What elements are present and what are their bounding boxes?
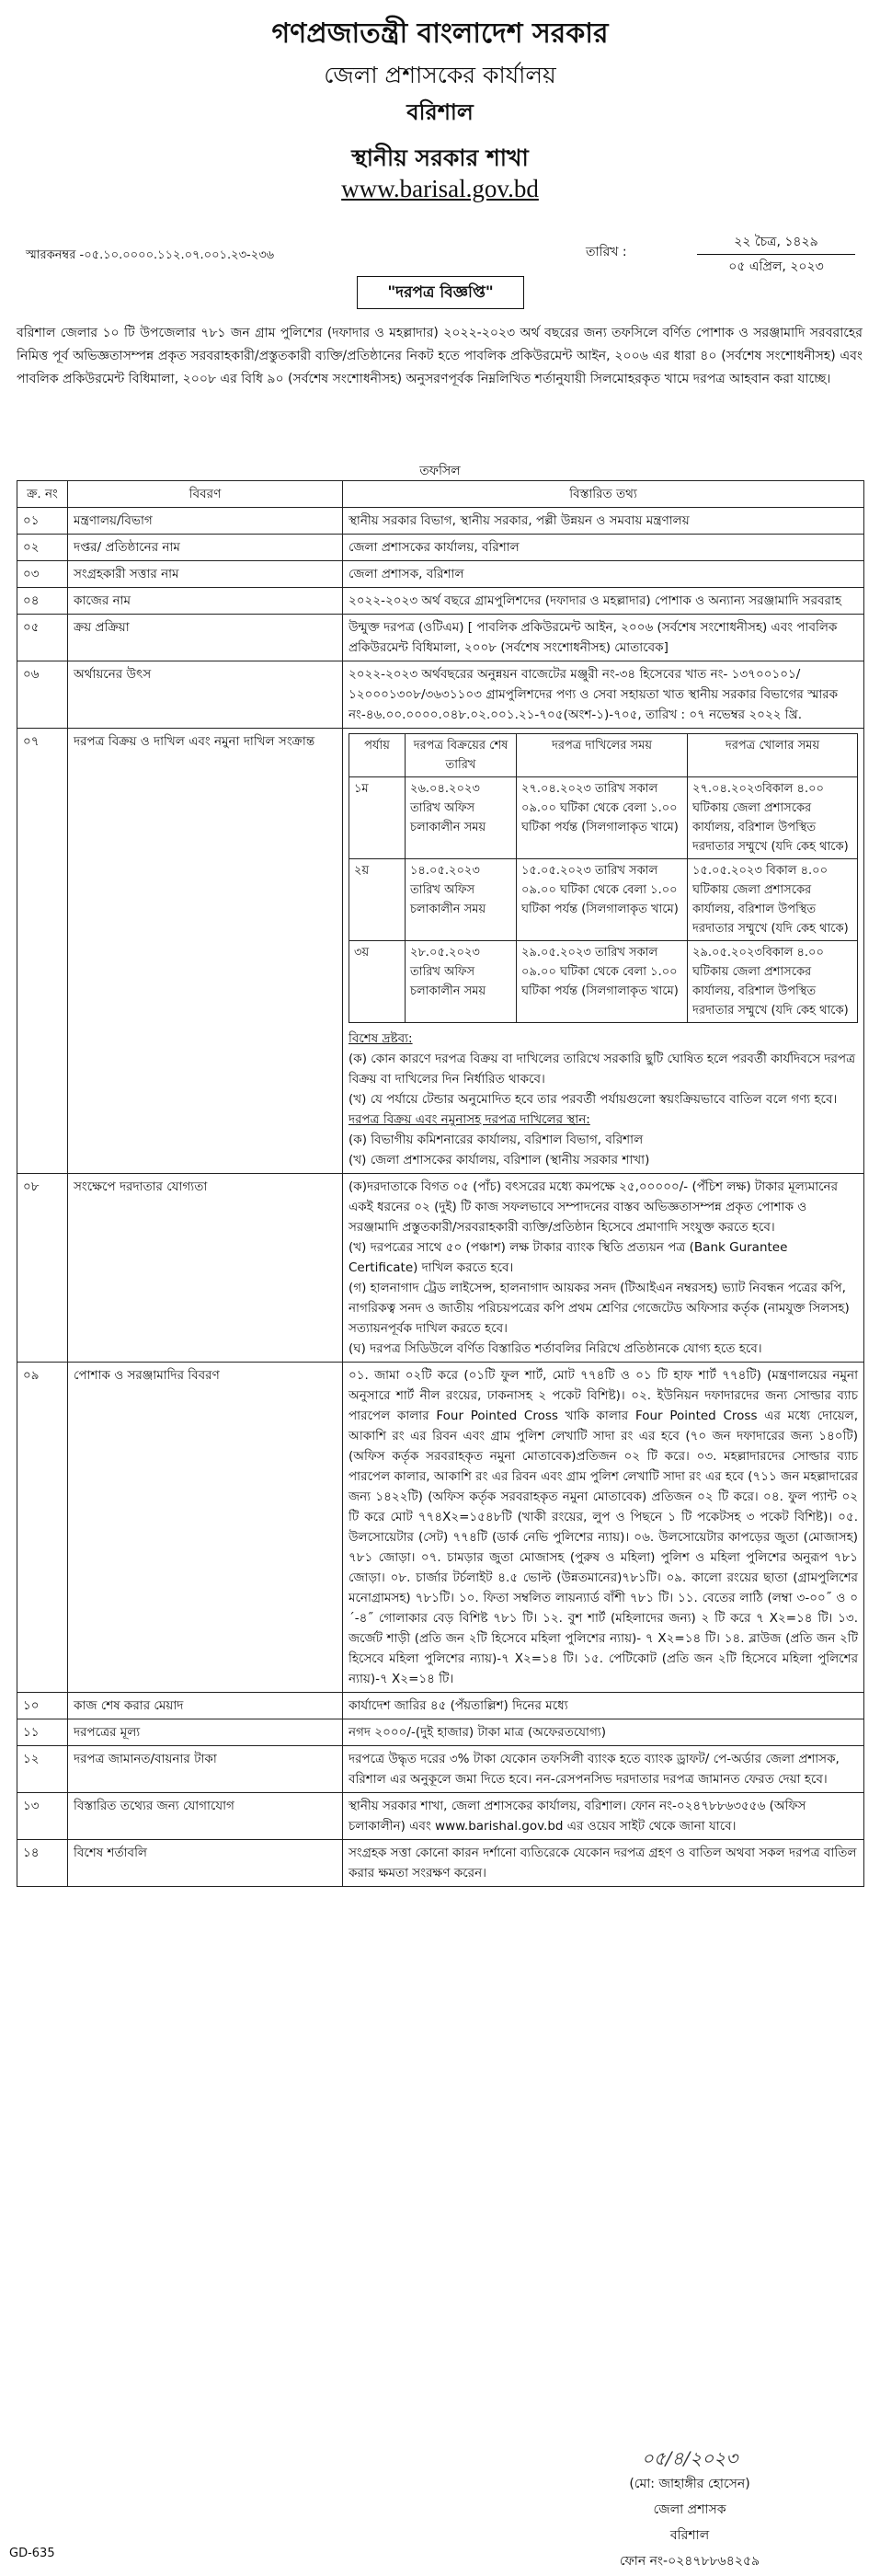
schedule-heading: তফসিল [419,464,461,478]
row-number: ০৭ [17,729,68,1174]
sub-header-open: দরপত্র খোলার সময় [688,734,858,777]
sub-header-phase: পর্যায় [349,734,406,777]
row-number: ১১ [17,1719,68,1746]
row-label: ক্রয় প্রক্রিয়া [68,615,343,661]
submission-place-title: দরপত্র বিক্রয় এবং নমুনাসহ দরপত্র দাখিলের স্থান: [349,1112,590,1127]
row-number: ০২ [17,535,68,561]
phase-submit: ২৯.০৫.২০২৩ তারিখ সকাল ০৯.০০ ঘটিকা থেকে বেলা ১.০০ ঘটিকা পর্যন্ত (সিলগালাকৃত খামে) [517,941,688,1023]
row-value: নগদ ২০০০/-(দুই হাজার) টাকা মাত্র (অফেরতযোগ্য) [343,1719,864,1746]
row-label: বিশেষ শর্তাবলি [68,1840,343,1887]
row-label: দরপত্র বিক্রয় ও দাখিল এবং নমুনা দাখিল সংক্রান্ত [68,729,343,1174]
district-name: বরিশাল [406,98,474,125]
table-row [17,615,864,661]
eligibility-gha: (ঘ) দরপত্র সিডিউলে বর্ণিত বিস্তারিত শর্তাবলির নিরিখে প্রতিষ্ঠানকে যোগ্য হতে হবে। [349,1341,762,1356]
row-number: ০১ [17,508,68,535]
table-header-row [17,481,864,508]
intro-paragraph: বরিশাল জেলার ১০ টি উপজেলার ৭৮১ জন গ্রাম পুলিশের (দফাদার ও মহল্লাদার) ২০২২-২০২৩ অর্থ বছরের জন্য তফসিলে বর্ণিত পোশাক ও সরঞ্জামাদি সরবরাহের নিমিত্ত পূর্ব অভিজ্ঞতাসম্পন্ন প্রকৃত সরবরাহকারী/প্রস্তুতকারী ব্যক্তি/প্রতিষ্ঠানের নিকট হতে পাবলিক প্রকিউরমেন্ট আইন, ২০০৬ এর ধারা ৪০ (সর্বশেষ সংশোধনীসহ) এবং পাবলিক প্রকিউরমেন্ট বিধিমালা, ২০০৮ এর বিধি ৯০ (সর্বশেষ সংশোধনীসহ) অনুসরণপূর্বক নিম্নলিখিত শর্তানুযায়ী সিলমোহরকৃত খামে দরপত্র আহবান করা যাচ্ছে। [17,326,863,386]
table-row [17,1693,864,1719]
sub-header-sale: দরপত্র বিক্রয়ের শেষ তারিখ [406,734,517,777]
phase-row [349,941,858,1023]
row-label: দরপত্র জামানত/বায়নার টাকা [68,1746,343,1793]
row-value: স্থানীয় সরকার শাখা, জেলা প্রশাসকের কার্যালয়, বরিশাল। ফোন নং-০২৪৭৮৮৬৩৫৫৬ (অফিস চলাকালীন) এবং www.barishal.gov.bd এর ওয়েব সাইট থেকে জানা যাবে। [343,1793,864,1840]
table-row [17,508,864,535]
govt-title: গণপ্রজাতন্ত্রী বাংলাদেশ সরকার [271,17,609,50]
phase-number: ১ম [349,777,406,859]
phase-row [349,859,858,941]
row-number: ০৮ [17,1174,68,1363]
phase-submit: ২৭.০৪.২০২৩ তারিখ সকাল ০৯.০০ ঘটিকা থেকে বেলা ১.০০ ঘটিকা পর্যন্ত (সিলগালাকৃত খামে) [517,777,688,859]
phase-sale: ১৪.০৫.২০২৩ তারিখ অফিস চলাকালীন সময় [406,859,517,941]
table-row-items [17,1363,864,1693]
header-serial: ক্র. নং [17,481,68,508]
table-row [17,1719,864,1746]
header-description: বিবরণ [68,481,343,508]
row-value: উন্মুক্ত দরপত্র (ওটিএম) [ পাবলিক প্রকিউরমেন্ট আইন, ২০০৬ (সর্বশেষ সংশোধনীসহ) এবং পাবলিক প্রকিউরমেন্ট বিধিমালা, ২০০৮ (সর্বশেষ সংশোধনীসহ) মোতাবেক] [343,615,864,661]
row-number: ১৪ [17,1840,68,1887]
table-row-eligibility [17,1174,864,1363]
row-label: পোশাক ও সরঞ্জামাদির বিবরণ [68,1363,343,1693]
row-label: অর্থায়নের উৎস [68,661,343,729]
table-row [17,661,864,729]
table-row [17,1746,864,1793]
date-bangla: ২২ চৈত্র, ১৪২৯ [697,230,855,255]
table-row [17,1793,864,1840]
row-label: মন্ত্রণালয়/বিভাগ [68,508,343,535]
phase-sale: ২৬.০৪.২০২৩ তারিখ অফিস চলাকালীন সময় [406,777,517,859]
row-label: দরপত্রের মূল্য [68,1719,343,1746]
sub-header-submit: দরপত্র দাখিলের সময় [517,734,688,777]
row-label: কাজ শেষ করার মেয়াদ [68,1693,343,1719]
row-label: কাজের নাম [68,588,343,615]
special-note-title: বিশেষ দ্রষ্টব্য: [349,1031,413,1046]
row-number: ১২ [17,1746,68,1793]
phase-open: ১৫.০৫.২০২৩ বিকাল ৪.০০ ঘটিকায় জেলা প্রশাসকের কার্যালয়, বরিশাল উপস্থিত দরদাতার সম্মুখে (যদি কেহ থাকে) [688,859,858,941]
row-value: জেলা প্রশাসক, বরিশাল [343,561,864,588]
row-number: ১০ [17,1693,68,1719]
table-row [17,535,864,561]
row-value: দরপত্রে উদ্ধৃত দরের ৩% টাকা যেকোন তফসিলী ব্যাংক হতে ব্যাংক ড্রাফট/ পে-অর্ডার জেলা প্রশাসক, বরিশাল এর অনুকূলে জমা দিতে হবে। নন-রেসপনসিভ দরদাতার দরপত্র জামানত ফেরত দেয়া হবে। [343,1746,864,1793]
row-value: ২০২২-২০২৩ অর্থবছরের অনুন্নয়ন বাজেটের মঞ্জুরী নং-৩৪ হিসেবের খাত নং- ১৩৭০০১০১/ ১২০০০১৩০৮/৩৬৩১১০৩ গ্রামপুলিশদের পণ্য ও সেবা সহায়তা খাত স্থানীয় সরকার বিভাগের স্মারক নং-৪৬.০০.০০০০.০৪৮.০২.০০১.২১-৭০৫(অংশ-১)-৭০৫, তারিখ : ০৭ নভেম্বর ২০২২ খ্রি. [343,661,864,729]
row-number: ০৩ [17,561,68,588]
website-link[interactable]: www.barisal.gov.bd [341,175,539,202]
office-name: জেলা প্রশাসকের কার্যালয় [324,62,556,88]
row-value: ২০২২-২০২৩ অর্থ বছরে গ্রামপুলিশদের (দফাদার ও মহল্লাদার) পোশাক ও অন্যান্য সরঞ্জামাদি সরবরাহ [343,588,864,615]
row-number: ০৪ [17,588,68,615]
signature-scribble: ০৫/৪/২০২৩ [641,2447,738,2469]
schedule-subtable [349,733,858,1023]
phase-sale: ২৮.০৫.২০২৩ তারিখ অফিস চলাকালীন সময় [406,941,517,1023]
row-number: ০৯ [17,1363,68,1693]
row-number: ০৫ [17,615,68,661]
special-note-ka: (ক) কোন কারণে দরপত্র বিক্রয় বা দাখিলের তারিখে সরকারি ছুটি ঘোষিত হলে পরবর্তী কার্যদিবসে দরপত্র বিক্রয় বা দাখিলের দিন নির্ধারিত থাকবে। [349,1052,856,1087]
row-label: সংক্ষেপে দরদাতার যোগ্যতা [68,1174,343,1363]
eligibility-ka: (ক)দরদাতাকে বিগত ০৫ (পাঁচ) বৎসরের মধ্যে কমপক্ষে ২৫,০০০০০/- (পঁচিশ লক্ষ) টাকার মূল্যমানের একই ধরনের ০২ (দুই) টি কাজ সফলভাবে সম্পাদনের বাস্তব অভিজ্ঞতাসম্পন্ন প্রকৃত পোশাক ও সরঞ্জামাদি প্রস্তুতকারী/সরবরাহকারী ব্যক্তি/প্রতিষ্ঠান হিসেবে প্রমাণাদি সংযুক্ত করতে হবে। [349,1179,839,1235]
tender-table [17,480,864,1887]
date-label: তারিখ : [586,245,627,259]
row-value: সংগ্রহক সত্তা কোনো কারন দর্শানো ব্যতিরেকে যেকোন দরপত্র গ্রহণ ও বাতিল অথবা সকল দরপত্র বাতিল করার ক্ষমতা সংরক্ষণ করেন। [343,1840,864,1887]
special-note-kha: (খ) যে পর্যায়ে টেন্ডার অনুমোদিত হবে তার পরবর্তী পর্যায়গুলো স্বয়ংক্রিয়ভাবে বাতিল বলে গণ্য হবে। [349,1092,838,1107]
row-value: স্থানীয় সরকার বিভাগ, স্থানীয় সরকার, পল্লী উন্নয়ন ও সমবায় মন্ত্রণালয় [343,508,864,535]
subtable-header-row [349,734,858,777]
header-details: বিস্তারিত তথ্য [343,481,864,508]
signatory-name: (মো: জাহাঙ্গীর হোসেন) [629,2477,750,2491]
footer-code: GD-635 [9,2547,55,2560]
signature-block [552,2445,828,2574]
phase-open: ২৯.০৫.২০২৩বিকাল ৪.০০ ঘটিকায় জেলা প্রশাসকের কার্যালয়, বরিশাল উপস্থিত দরদাতার সম্মুখে (যদি কেহ থাকে) [688,941,858,1023]
row-value: ০১. জামা ০২টি করে (০১টি ফুল শার্ট, মোট ৭৭৪টি ও ০১ টি হাফ শার্ট ৭৭৪টি) (মন্ত্রণালয়ের নমুনা অনুসারে শার্ট নীল রংয়ের, ঢাকনাসহ ২ পকেট বিশিষ্ট)। ০২. ইউনিয়ন দফাদারদের জন্য সোল্ডার ব্যাচ পারপেল কালার Four Pointed Cross খাকি কালার Four Pointed Cross এর মধ্যে দোয়েল, আকাশি রং এর রিবন এবং গ্রাম পুলিশ লেখাটি সাদা রং এর হবে (৭০ জন দফাদারের জন্য ১৪০টি)(অফিস কর্তৃক সরবরাহকৃত নমুনা মোতাবেক)প্রতিজন ০২ টি করে। ০৩. মহল্লাদারদের সোল্ডার ব্যাচ পারপেল কালার, আকাশি রং এর রিবন এবং গ্রাম পুলিশ লেখাটি সাদা রং এর হবে (৭১১ জন মহল্লাদারের জন্য ১৪২২টি) (অফিস কর্তৃক সরবরাহকৃত নমুনা মোতাবেক) প্রতিজন ০২ টি করে। ০৪. ফুল প্যান্ট ০২ টি করে মোট ৭৭৪X২=১৫৪৮টি (খাকী রংয়ের, লুপ ও পিছনে ১ টি পকেটসহ ৩ পকেট বিশিষ্ট)। ০৫. উলসোয়েটার (সেট) ৭৭৪টি (ডার্ক নেভি পুলিশের ন্যায়)। ০৬. উলসোয়েটার কাপড়ের জুতা (মোজাসহ) ৭৮১ জোড়া। ০৭. চামড়ার জুতা মোজাসহ (পুরুষ ও মহিলা) পুলিশ ও মহিলা পুলিশের অনুরূপ ৭৮১ জোড়া। ০৮. চার্জার টর্চলাইট ৪.৫ ভোল্ট (উন্নতমানের)৭৮১টি। ০৯. কালো রংয়ের ছাতা (গ্রামপুলিশের মনোগ্রামসহ) ৭৮১টি। ১০. ফিতা সম্বলিত লায়ন্যার্ড বাঁশী ৭৮১ টি। ১১. বেতের লাঠি (লম্বা ৩-০০˝ ও ০´-৪˝ গোলাকার বেড় বিশিষ্ট ৭৮১ টি। ১২. বুশ শার্ট (মহিলাদের জন্য) ২ টি করে ৭ X২=১৪ টি। ১৩. জর্জেট শাড়ী (প্রতি জন ২টি হিসেবে মহিলা পুলিশের ন্যায়)- ৭ X২=১৪ টি। ১৪. ব্লাউজ (প্রতি জন ২টি হিসেবে মহিলা পুলিশের ন্যায়)-৭ X২=১৪ টি। ১৫. পেটিকোট (প্রতি জন ২টি হিসেবে মহিলা পুলিশের ন্যায়)-৭ X২=১৪ টি। [343,1363,864,1693]
row-value: কার্যাদেশ জারির ৪৫ (পঁয়তাল্লিশ) দিনের মধ্যে [343,1693,864,1719]
row-value [343,729,864,1174]
date-english: ০৫ এপ্রিল, ২০২৩ [728,259,824,274]
memo-number: স্মারকনম্বর -০৫.১০.০০০০.১১২.০৭.০০১.২৩-২৩৬ [26,248,275,262]
table-row [17,588,864,615]
submission-place-ka: (ক) বিভাগীয় কমিশনারের কার্যালয়, বরিশাল বিভাগ, বরিশাল [349,1133,644,1147]
row-label: দপ্তর/ প্রতিষ্ঠানের নাম [68,535,343,561]
row-number: ১৩ [17,1793,68,1840]
submission-place-kha: (খ) জেলা প্রশাসকের কার্যালয়, বরিশাল (স্থানীয় সরকার শাখা) [349,1153,650,1167]
special-note [349,1029,858,1170]
phase-row [349,777,858,859]
table-row-tender-schedule [17,729,864,1174]
phase-open: ২৭.০৪.২০২৩বিকাল ৪.০০ ঘটিকায় জেলা প্রশাসকের কার্যালয়, বরিশাল উপস্থিত দরদাতার সম্মুখে (যদি কেহ থাকে) [688,777,858,859]
row-label: সংগ্রহকারী সত্তার নাম [68,561,343,588]
row-label: বিস্তারিত তথ্যের জন্য যোগাযোগ [68,1793,343,1840]
eligibility-ga: (গ) হালনাগাদ ট্রেড লাইসেন্স, হালনাগাদ আয়কর সনদ (টিআইএন নম্বরসহ) ভ্যাট নিবন্ধন পত্রের কপি, নাগরিকত্ব সনদ ও জাতীয় পরিচয়পত্রের কপি প্রথম শ্রেণির গেজেটেড অফিসার কর্তৃক (নামযুক্ত সিলসহ) সত্যায়নপূর্বক দাখিল করতে হবে। [349,1281,850,1336]
phase-number: ৩য় [349,941,406,1023]
signatory-phone: ফোন নং-০২৪৭৮৮৬৪২৫৯ [619,2554,760,2569]
row-number: ০৬ [17,661,68,729]
table-row [17,1840,864,1887]
eligibility-kha: (খ) দরপত্রের সাথে ৫০ (পঞ্চাশ) লক্ষ টাকার ব্যাংক স্থিতি প্রত্যয়ন পত্র (Bank Gurantee Certificate) দাখিল করতে হবে। [349,1240,788,1275]
phase-submit: ১৫.০৫.২০২৩ তারিখ সকাল ০৯.০০ ঘটিকা থেকে বেলা ১.০০ ঘটিকা পর্যন্ত (সিলগালাকৃত খামে) [517,859,688,941]
signatory-place: বরিশাল [669,2528,710,2543]
row-value [343,1174,864,1363]
branch-name: স্থানীয় সরকার শাখা [351,144,529,171]
table-row [17,561,864,588]
signatory-designation: জেলা প্রশাসক [653,2502,726,2517]
phase-number: ২য় [349,859,406,941]
notice-title: "দরপত্র বিজ্ঞপ্তি" [357,276,524,309]
date-block [697,230,855,279]
row-value: জেলা প্রশাসকের কার্যালয়, বরিশাল [343,535,864,561]
